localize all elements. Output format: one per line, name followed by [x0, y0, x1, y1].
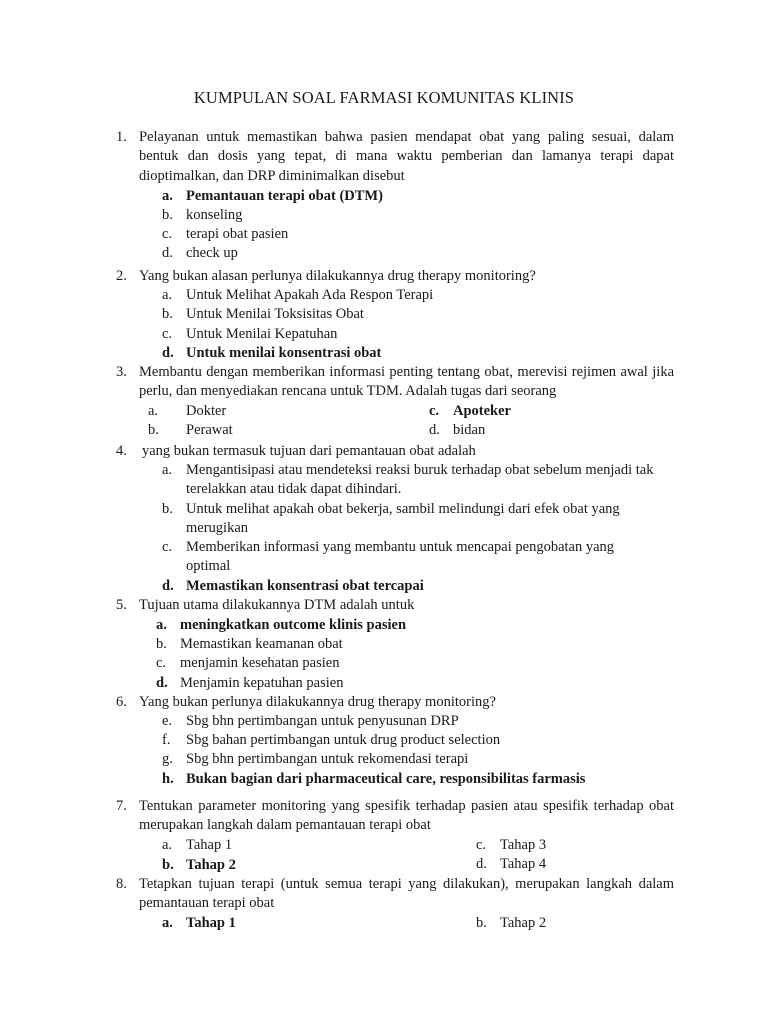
option-letter: c.	[156, 655, 167, 671]
question-number: 1.	[116, 129, 127, 145]
option-letter: a.	[162, 287, 173, 303]
option-letter: f.	[162, 732, 171, 748]
option-text: Menjamin kepatuhan pasien	[180, 675, 344, 691]
option-letter: a.	[162, 915, 173, 931]
question-7	[116, 797, 674, 836]
option-letter: c.	[429, 403, 440, 419]
option-letter: b.	[162, 501, 173, 517]
option-text: Sbg bhn pertimbangan untuk rekomendasi terapi	[186, 751, 469, 767]
question-text: Tentukan parameter monitoring yang spesifik terhadap pasien atau spesifik terhadap obat merupakan langkah dalam pemantauan terapi obat	[139, 798, 674, 834]
option-text: Memastikan keamanan obat	[180, 636, 343, 652]
option-letter: a.	[162, 462, 173, 478]
option-text: Tahap 4	[500, 856, 547, 872]
option-text: Tahap 3	[500, 837, 547, 853]
option-letter: c.	[162, 539, 173, 555]
option-letter: a.	[162, 837, 173, 853]
question-2	[116, 267, 674, 286]
option-text: Tahap 2	[500, 915, 547, 931]
option-text: Untuk menilai konsentrasi obat	[186, 345, 382, 361]
option-text: bidan	[453, 422, 486, 438]
question-text: Pelayanan untuk memastikan bahwa pasien mendapat obat yang paling sesuai, dalam bentuk dan dosis yang tepat, di mana waktu pemberian dan lamanya terapi dapat dioptimalkan, dan DRP diminimalkan disebut	[139, 129, 674, 184]
question-3	[116, 363, 674, 402]
option-text: konseling	[186, 207, 243, 223]
option-text: Pemantauan terapi obat (DTM)	[186, 188, 383, 204]
option-letter: b.	[162, 306, 173, 322]
question-number: 8.	[116, 876, 127, 892]
option-text: Sbg bhn pertimbangan untuk penyusunan DRP	[186, 713, 459, 729]
option-text: Untuk Melihat Apakah Ada Respon Terapi	[186, 287, 434, 303]
question-number: 2.	[116, 268, 127, 284]
question-text: Tetapkan tujuan terapi (untuk semua terapi yang dilakukan), merupakan langkah dalam pemantauan terapi obat	[139, 876, 674, 912]
option-text: Sbg bahan pertimbangan untuk drug product selection	[186, 732, 501, 748]
question-4	[116, 442, 674, 461]
option-letter: b.	[148, 422, 159, 438]
question-8	[116, 875, 674, 914]
option-letter: d.	[162, 578, 174, 594]
question-number: 6.	[116, 694, 127, 710]
document-title: KUMPULAN SOAL FARMASI KOMUNITAS KLINIS	[193, 88, 575, 107]
option-text: Untuk melihat apakah obat bekerja, sambil melindungi dari efek obat yang merugikan	[186, 501, 620, 537]
question-text: Membantu dengan memberikan informasi penting tentang obat, merevisi rejimen awal jika perlu, dan menyediakan rencana untuk TDM. Adalah tugas dari seorang	[139, 364, 674, 400]
option-letter: d.	[162, 345, 174, 361]
option-text: Perawat	[186, 422, 233, 438]
option-text: Tahap 1	[186, 837, 233, 853]
option-letter: d.	[156, 675, 168, 691]
option-text: Mengantisipasi atau mendeteksi reaksi buruk terhadap obat sebelum menjadi tak terelakkan atau tidak dapat dihindari.	[186, 462, 654, 498]
option-text: menjamin kesehatan pasien	[180, 655, 340, 671]
option-letter: b.	[162, 857, 174, 873]
option-letter: c.	[162, 226, 173, 242]
option-text: Apoteker	[453, 403, 511, 419]
question-number: 7.	[116, 798, 127, 814]
option-letter: a.	[148, 403, 159, 419]
question-number: 3.	[116, 364, 127, 380]
question-text: Yang bukan alasan perlunya dilakukannya drug therapy monitoring?	[139, 268, 536, 284]
option-letter: a.	[156, 617, 167, 633]
option-letter: c.	[476, 837, 487, 853]
option-text: Dokter	[186, 403, 227, 419]
question-text: Yang bukan perlunya dilakukannya drug therapy monitoring?	[139, 694, 496, 710]
option-text: terapi obat pasien	[186, 226, 289, 242]
option-letter: b.	[162, 207, 173, 223]
option-letter: g.	[162, 751, 173, 767]
question-1	[116, 128, 674, 186]
option-letter: c.	[162, 326, 173, 342]
option-text: Bukan bagian dari pharmaceutical care, responsibilitas farmasis	[186, 771, 586, 787]
option-letter: d.	[429, 422, 440, 438]
option-letter: b.	[156, 636, 167, 652]
option-letter: d.	[162, 245, 173, 261]
question-6	[116, 693, 674, 712]
option-letter: e.	[162, 713, 173, 729]
option-letter: h.	[162, 771, 174, 787]
question-number: 5.	[116, 597, 127, 613]
option-letter: d.	[476, 856, 487, 872]
option-letter: b.	[476, 915, 487, 931]
option-letter: a.	[162, 188, 173, 204]
question-number: 4.	[116, 443, 127, 459]
option-text: Untuk Menilai Kepatuhan	[186, 326, 338, 342]
question-text: yang bukan termasuk tujuan dari pemantauan obat adalah	[142, 443, 476, 459]
option-text: Tahap 2	[186, 857, 236, 873]
option-text: Memastikan konsentrasi obat tercapai	[186, 578, 424, 594]
question-text: Tujuan utama dilakukannya DTM adalah untuk	[139, 597, 415, 613]
option-text: check up	[186, 245, 238, 261]
question-5	[116, 596, 674, 615]
option-text: Tahap 1	[186, 915, 236, 931]
option-text: Untuk Menilai Toksisitas Obat	[186, 306, 364, 322]
option-text: Memberikan informasi yang membantu untuk mencapai pengobatan yang optimal	[186, 539, 615, 575]
option-text: meningkatkan outcome klinis pasien	[180, 617, 407, 633]
